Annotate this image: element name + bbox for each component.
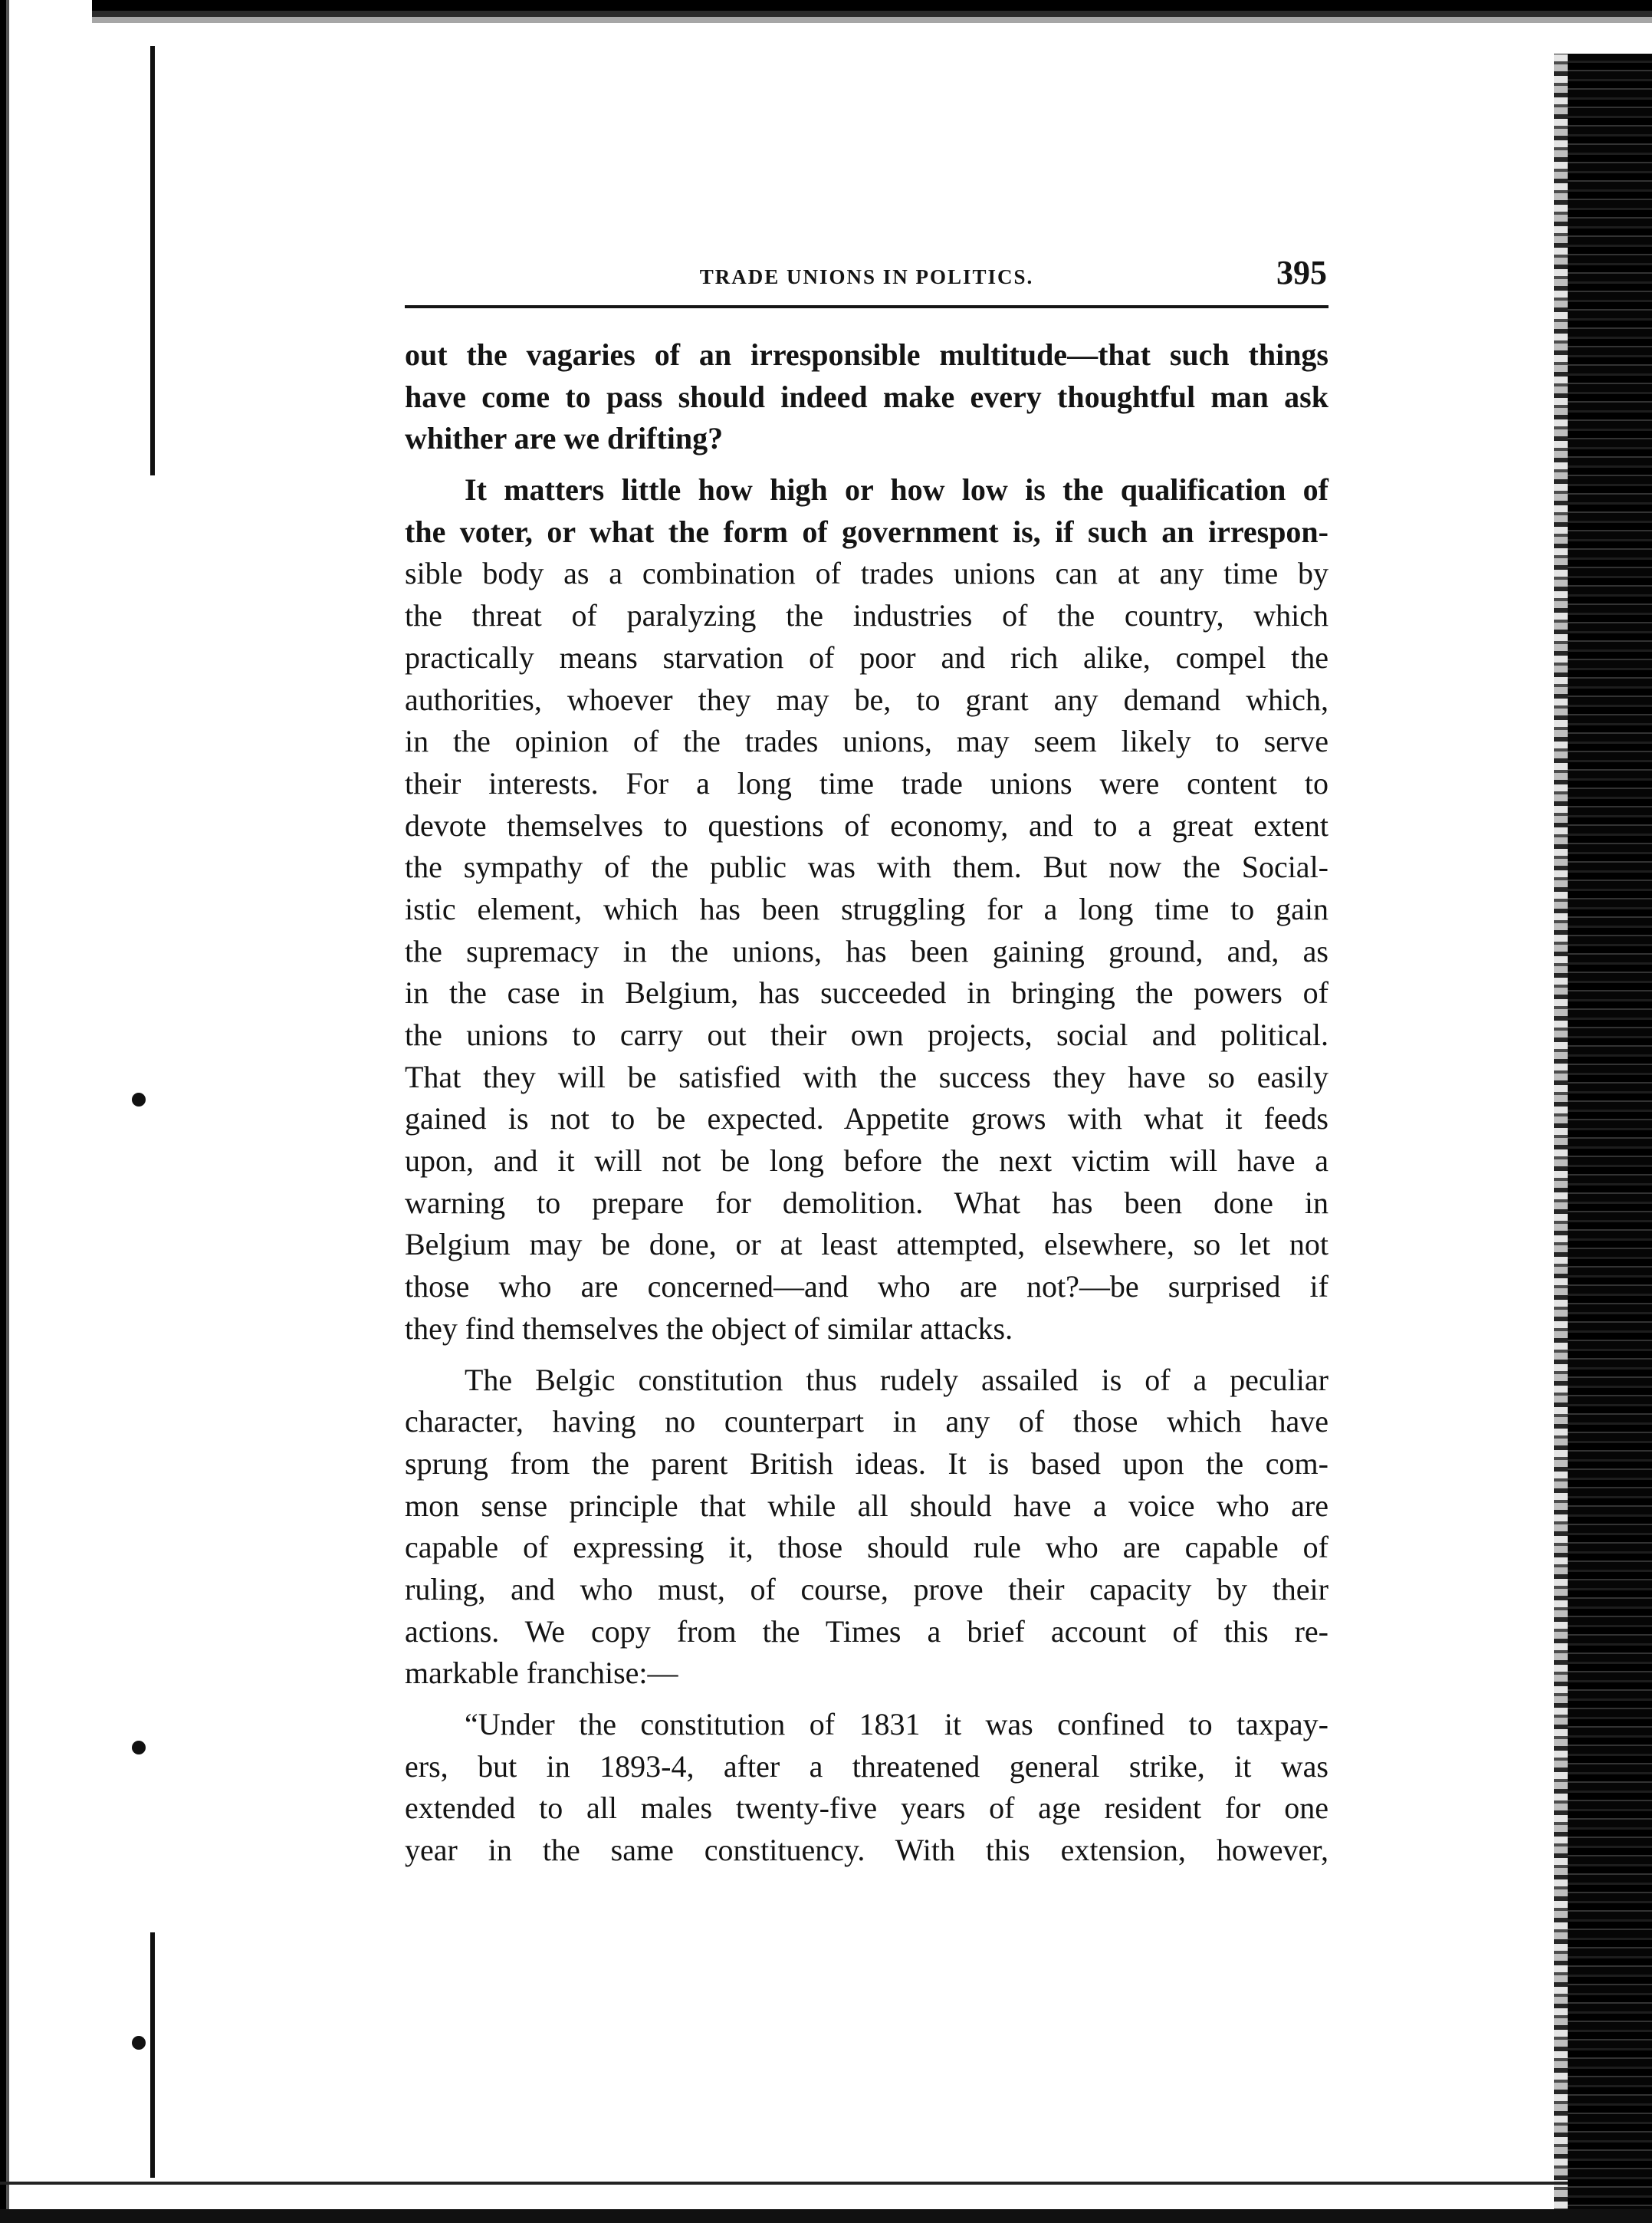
binding-line-top (150, 46, 155, 475)
book-page (405, 253, 1328, 1872)
text-line: The Belgic constitution thus rudely assailed is of a peculiar (465, 1362, 1328, 1397)
header-rule (405, 305, 1328, 308)
text-line: extended to all males twenty-five years of age resident for one (405, 1791, 1328, 1826)
text-line: their interests. For a long time trade unions were content to (405, 765, 1328, 801)
paragraph (405, 469, 1328, 1350)
quotation-paragraph (405, 1704, 1328, 1872)
text-line: istic element, which has been struggling for a long time to gain (405, 891, 1328, 926)
text-line: whither are we drifting? (405, 421, 724, 456)
text-line: gained is not to be expected. Appetite grows with what it feeds (405, 1101, 1328, 1136)
text-line: out the vagaries of an irresponsible multitude—that such things (405, 337, 1328, 372)
text-line: It matters little how high or how low is the qualification of (465, 472, 1328, 508)
text-line: upon, and it will not be long before the next victim will have a (405, 1143, 1328, 1179)
text-line: in the case in Belgium, has succeeded in bringing the powers of (405, 975, 1328, 1011)
text-line: markable franchise:— (405, 1656, 678, 1691)
scan-edge-top (0, 0, 1652, 31)
text-line: sprung from the parent British ideas. It is based upon the com- (405, 1445, 1328, 1481)
text-line: have come to pass should indeed make every thoughtful man ask (405, 379, 1328, 414)
text-line: practically means starvation of poor and rich alike, compel the (405, 640, 1328, 675)
text-line: the supremacy in the unions, has been gaining ground, and, as (405, 933, 1328, 968)
text-line: character, having no counterpart in any of those which have (405, 1404, 1328, 1439)
text-line: the sympathy of the public was with them. But now the Social- (405, 850, 1328, 885)
text-line: Belgium may be done, or at least attempted, elsewhere, so let not (405, 1227, 1328, 1262)
paragraph (405, 334, 1328, 460)
text-line: they find themselves the object of similar attacks. (405, 1310, 1013, 1346)
scan-rule-bottom (0, 2182, 1568, 2185)
scan-edge-bottom (0, 2202, 1652, 2223)
text-line: the threat of paralyzing the industries of the country, which (405, 598, 1328, 633)
running-title: TRADE UNIONS IN POLITICS. (699, 265, 1034, 288)
scan-edge-right (1568, 54, 1652, 2223)
text-line: devote themselves to questions of economy, and to a great extent (405, 807, 1328, 843)
text-line: That they will be satisfied with the success they have so easily (405, 1059, 1328, 1094)
text-line: the unions to carry out their own projects, social and political. (405, 1018, 1328, 1052)
binding-mark (132, 2036, 146, 2050)
text-line: ruling, and who must, of course, prove their capacity by their (405, 1571, 1328, 1606)
text-line: actions. We copy from the Times a brief account of this re- (405, 1613, 1328, 1649)
text-line: in the opinion of the trades unions, may seem likely to serve (405, 724, 1328, 759)
scan-edge-left (0, 0, 92, 2223)
text-line: mon sense principle that while all should have a voice who are (405, 1488, 1328, 1523)
binding-mark (132, 1093, 146, 1107)
text-line: sible body as a combination of trades unions can at any time by (405, 556, 1328, 591)
paragraph (405, 1360, 1328, 1695)
running-head (405, 253, 1328, 302)
text-line: capable of expressing it, those should rule who are capable of (405, 1530, 1328, 1565)
text-line: those who are concerned—and who are not?—be surprised if (405, 1269, 1328, 1304)
text-line: warning to prepare for demolition. What has been done in (405, 1185, 1328, 1220)
text-line: authorities, whoever they may be, to grant any demand which, (405, 682, 1328, 717)
text-line: ers, but in 1893-4, after a threatened general strike, it was (405, 1748, 1328, 1784)
text-line: “Under the constitution of 1831 it was confined to taxpay- (465, 1707, 1328, 1741)
page-number: 395 (1276, 254, 1327, 291)
text-line: year in the same constituency. With this extension, however, (405, 1833, 1328, 1868)
text-line: the voter, or what the form of government is, if such an irrespon- (405, 514, 1328, 549)
body-text (405, 334, 1328, 1872)
binding-line-bottom (150, 1932, 155, 2178)
binding-mark (132, 1741, 146, 1754)
